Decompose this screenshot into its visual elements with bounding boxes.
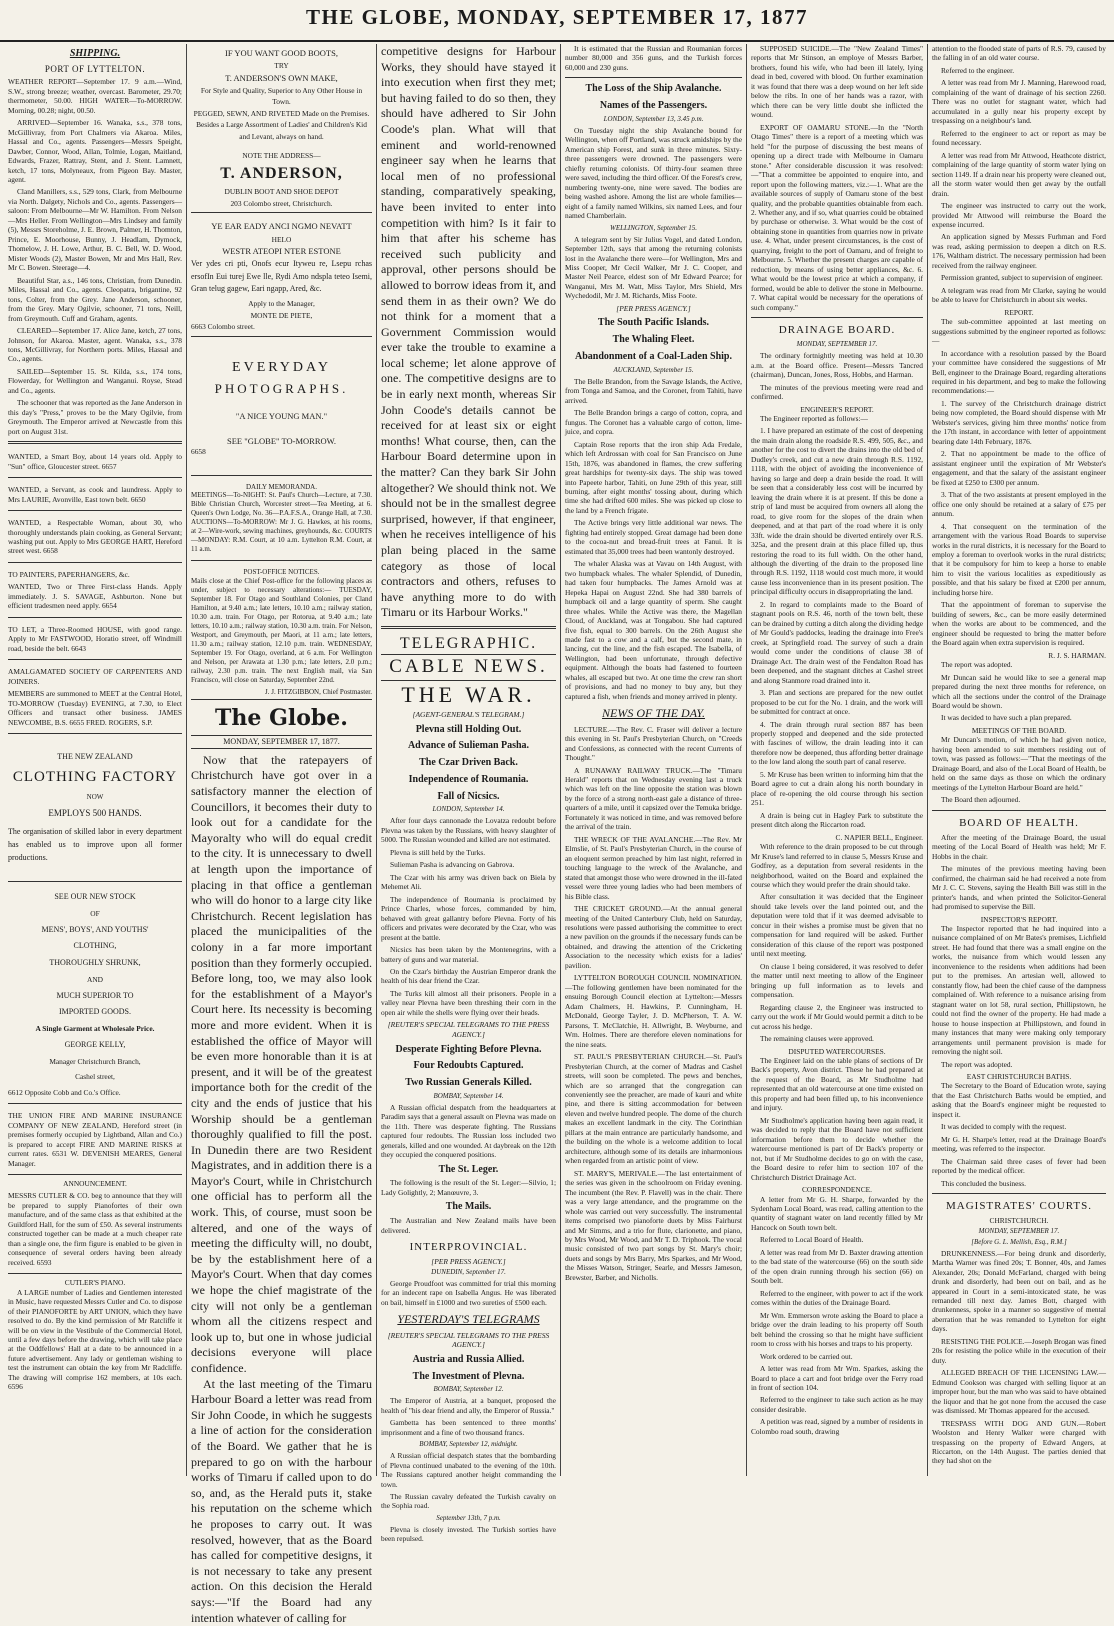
globe-nameplate: The Globe. [215, 705, 348, 732]
ad-new-stock: SEE OUR NEW STOCK OF MENS', BOYS', AND YOUTHS' CLOTHING, THOROUGHLY SHRUNK, AND MUCH SUPERIOR TO IMPORTED GOODS. A Single Garment at Wholesale Price. GEORGE KELLY, Manager Christchurch Branch, Cashel street, 6612 Opposite Cobb and Co.'s Office. [8, 886, 182, 1104]
port-heading: PORT OF LYTTELTON. [44, 63, 146, 74]
cable-news-heading: CABLE NEWS. [381, 654, 556, 680]
ad-painters: TO PAINTERS, PAPERHANGERS, &c. WANTED, Two or Three First-class Hands. Apply immediately. J. S. SAVAGE, Ashburton. None but efficient tradesmen need apply. 6654 [8, 567, 182, 618]
ad-union-insurance: THE UNION FIRE AND MARINE INSURANCE COMPANY OF NEW ZEALAND, Hereford street (in premises formerly occupied by Lightband, Allan and Co.) is prepared to accept FIRE AND MARINE RISKS at current rates. 6531 W. DEVENISH MEARES, General Manager. [8, 1108, 182, 1175]
war-heading: THE WAR. [401, 681, 536, 707]
ad-cutler: MESSRS CUTLER & CO. beg to announce that they will be prepared to supply Pianofortes of their own manufacture, and of the same class as that exhibited at the Guildford Hall, for the sum of £50. As several instruments constructed together can be made at a much cheaper rate than a single one, the firm figure is enabled to be given in consequence of several orders having been already received. 6593 [8, 1188, 182, 1274]
globe-date: MONDAY, SEPTEMBER 17, 1877. [191, 735, 372, 749]
cleared: CLEARED—September 17. Alice Jane, ketch, 27 tons, Johnson, for Akaroa. Master, agent. Wanaka, s.s., 378 tons, McGillivray, for Northern ports. Miles, Hassal and Co., agents. [8, 326, 182, 364]
telegraphic-heading: TELEGRAPHIC. [399, 634, 538, 652]
page-columns [4, 44, 1110, 1625]
shipping-heading: SHIPPING. [69, 48, 121, 59]
news-of-the-day-heading: NEWS OF THE DAY. [602, 706, 705, 721]
shipping-note: The schooner that was reported as the Jane Anderson in this day's "Press," proves to be the Mary Ogilvie, from Greymouth. The Emperor arrived at Newcastle from this port on August 31st. [8, 398, 182, 436]
masthead [0, 0, 1114, 42]
arrived: ARRIVED—September 16. Wanaka, s.s., 378 tons, McGillivray, from Port Chalmers via Akaroa. Miles, Hassal and Co., agents. Passengers—Messrs Speight, Dawber, Connor, Wood, Allan, Tolmie, Logan, Maitland, Edwards, Frazer, Rattray, Stent, and J. Stent. Lamnett, ketch, 17 tons, Molyneaux, from Pigeon Bay. Master, agent. [8, 118, 182, 184]
ad-piano: A LARGE number of Ladies and Gentlemen interested in Music, have requested Messrs Cutler and Co. to dispose of their PIANOFORTE by ART UNION, which they have resolved to do. By the kind permission of Mr Ratcliffe it will be on view in the Vestibule of the Commercial Hotel, until a few days before the drawing, which will take place at the Oddfellows' Hall at a date to be announced in a future advertisement. Any lady or gentleman wishing to test the instrument can obtain the key from Mr Radcliffe. The drawing will comprise 162 members, at 10s each. 6596 [8, 1287, 182, 1392]
ad-woman: WANTED, a Respectable Woman, about 30, who thoroughly understands plain cooking, as General Servant; washing put out. Apply to Mrs GEORGE HART, Hereford street west. 6658 [8, 515, 182, 563]
post-office-notices: POST-OFFICE NOTICES. Mails close at the Chief Post-office for the following places as under, subject to necessary alterations:— TUESDAY, September 18. For Otago and Southland Colonies, per Cland Hamilton, at 9.40 a.m.; late letters, 10.10 a.m.; railway station, 10.30 a.m. train. For Otago, per Rotorua, at 9.40 a.m.; late letters, 10.10 a.m.; railway station, 10.30 a.m. train. For Nelson, Westport, and Greymouth, per Maori, at 11 a.m.; late letters, 11.30 a.m.; railway station, 12.10 p.m. train. WEDNESDAY, September 19. For Otago, overland, at 6 a.m. For Wellington and Nelson, per Arawata at 1.30 p.m.; late letters, 2.0 p.m.; railway, 2.30 p.m. train. The next English mail, via San Francisco, will close on Saturday, September 22nd. J. J. FITZGIBBON, Chief Postmaster. [191, 565, 372, 700]
daily-memoranda: DAILY MEMORANDA. MEETINGS—To-NIGHT: St. Paul's Church—Lecture, at 7.30. Bible Christian Church, Worcester street—Tea Meeting, at 6. Queen's Own Lodge, No. 36—P.A.F.S.A., Orange Hall, at 7.30. AUCTIONS—To-MORROW: Mr J. G. Hawkes, at his rooms, at 2—Wire-work, sewing machines, greyhounds, &c. COURTS—MONDAY: R.M. Court, at 10 a.m. Lyttelton R.M. Court, at 11 a.m. [191, 480, 372, 562]
ad-boots: IF YOU WANT GOOD BOOTS, TRY T. ANDERSON'S OWN MAKE, For Style and Quality, Superior to Any Other House in Town. PEGGED, SEWN, AND RIVETED Made on the Premises. Besides a Large Assortment of Ladies' and Children's Kid and Levant, always on hand. NOTE THE ADDRESS— T. ANDERSON, DUBLIN BOOT AND SHOE DEPOT 203 Colombo street, Christchurch. [191, 44, 372, 213]
column-4: It is estimated that the Russian and Roumanian forces number 80,000 and 356 guns, and the Turkish forces 60,000 and 230 guns. The Loss of the Ship Avalanche. Names of the Passengers. LONDON, September 13, 3.45 p.m. On Tuesday night the ship Avalanche bound for Wellington, when off Portland, was struck amidships by the American ship Forest, and sunk in three minutes. Sixty-three passengers were drowned. The passengers were chiefly returning colonists. Of thirty-four seamen three were saved, including the third officer. Of the Forest's crew, numbering twenty-one, nine were saved. The bodies are being washed ashore. Among the list are whole families—eight of a family named Wilkins, six named Lees, and four named Chamberlain. WELLINGTON, September 15. A telegram sent by Sir Julius Vogel, and dated London, September 12th, says that among the returning colonists lost in the Avalanche there were—for Wellington, Mrs and Miss Cooper, Mr Cecil Walker, Mr J. C. Cooper, and Master Neil Pearce, eldest son of Mr Edward Pearce; for Wanganui, Mrs M. Watt, Miss Taylor, Mrs Shield, Mrs Wychedodil, Mr J. M. Richards, Miss Foote. [PER PRESS AGENCY.] The South Pacific Islands. The Whaling Fleet. Abandonment of a Coal-Laden Ship. AUCKLAND, September 15. The Belle Brandon, from the Savage Islands, the Active, from Tonga and Samoa, and the Coronet, from Tahiti, have arrived. The Belle Brandon brings a cargo of cotton, copra, and fungus. The Coronet has a valuable cargo of cotton, lime-juice, and copra. Captain Rose reports that the iron ship Ada Fredale, which left Ardrossan with coal for San Francisco on June 15th, 1876, was abandoned in flames, the crew suffering great hardships for twenty-six days. The ship was towed into Papeete harbor, Tahiti, on June 29th of this year, still burning, after eight months' tossing about, during which time she had drifted 600 miles. She was picked up close to the land by a French frigate. The Active brings very little additional war news. The fighting had entirely stopped. Great damage had been done to the cocoa-nut and bread-fruit trees at Fanui. It is estimated that 35,000 trees had been wantonly destroyed. The whaler Alaska was at Vavau on 14th August, with two humpback whales. The whaler Splendid, of Dunedin, had taken four humpbacks. The James Arnold was at Hepeka Hapai on August 22nd. She had 380 barrels of humpback oil and a large quantity of sperm. She caught three whales. While the Active was there, the Magellan Cloud, of Auckland, was at Tongabou. She had captured five fish, equal to 300 barrels. On the 26th August she made fast to a cow and a calf, but the second mate, in lancing, cut the line, and the fish escaped. The Isabella, of Wellington, had been unfortunate, through defective equipment. Although the boats had fastened to fourteen whales, all escaped but two. At one time the crew ran short of provisions, and had no money to buy any, but they captured a fish, when friends and money arrived in plenty. NEWS OF THE DAY. LECTURE.—The Rev. C. Fraser will deliver a lecture this evening in St. Paul's Presbyterian Church, on "Creeds and Confessions, as connected with the recent Currents of Thought." A RUNAWAY RAILWAY TRUCK.—The "Timaru Herald" reports that on Wednesday evening last a truck which was left on the line opposite the station was blown by the force of a strong north-east gale a distance of three-quarters of a mile, until it capsized over the Temuka bridge. Fortunately it was noticed in time, and was removed before the arrival of the train. THE WRECK OF THE AVALANCHE.—The Rev. Mr Elmslie, of St. Paul's Presbyterian Church, in the course of an eloquent sermon preached by him last night, referred in touching language to the wreck of the Avalanche, and stated that amongst those who were drowned in the ill-fated vessel were three young ladies who had been members of his Bible class. THE CRICKET GROUND.—At the annual general meeting of the United Canterbury Club, held on Saturday, resolutions were passed authorising the committee to erect a new pavilion on the grounds if the necessary funds can be obtained, and drawing the attention of the Cricketing Association to the necessity which exists for a ladies' pavilion. LYTTELTON BOROUGH COUNCIL NOMINATION.—The following gentlemen have been nominated for the ensuing Borough Council election at Lyttelton:—Messrs Adam Chalmers, H. Hawkins, P. Cunningham, H. McDonald, George Tayler, J. D. McPherson, T. A. W. Parsons, T. McClatchie, H. Allwright, B. Weyburne, and Wm. Holmes. There are therefore eleven nominations for the nine seats. ST. PAUL'S PRESBYTERIAN CHURCH.—St. Paul's Presbyterian Church, at the corner of Madras and Cashel streets, will soon be completed. The pews and benches, which are so arranged that the congregation can conveniently see the preacher, are made of kauri and white pine, and there is sitting accommodation for between eleven and twelve hundred people. The dome of the church makes an excellent landmark in the city. The Corinthian pillars at the main entrance are particularly handsome, and the building on the whole is a welcome addition to local architecture, although some of its details are inharmonious when regarded from an artistic point of view. ST. MARY'S, MERIVALE.—The last entertainment of the series was given in the schoolroom on Friday evening. The incumbent (the Rev. P. Flavell) was in the chair. There was a very large attendance, and the programme on the whole was carried out very successfully. The instrumental items comprised two pianoforte duets by Miss Fairhurst and Mr Simms, and a trio for flute, clarionette, and piano, by Mrs Wood, Mr Wood, and Mr T. D. Triphook. The vocal music consisted of two part songs by St. Mary's choir; duets and songs by Mrs Barry, Mrs Sparkes, and Mr Wood, the Misses Watson, Stringer, Searle, and Messrs Jameson, Brewster, Barber, and Nicholls. [561, 44, 747, 1476]
piano-heading: CUTLER'S PIANO. [64, 1278, 126, 1288]
sailed: SAILED—September 15. St. Kilda, s.s., 174 tons, Flowerday, for Wellington and Wanganui. Royse, Stead and Co., agents. [8, 366, 182, 395]
ad-clothing-factory: THE NEW ZEALAND CLOTHING FACTORY NOW EMPLOYS 500 HANDS. The organisation of skilled labor in every department has enabled us to improve upon all former productions. [8, 738, 182, 882]
ad-photographs: EVERYDAY PHOTOGRAPHS. "A NICE YOUNG MAN." SEE "GLOBE" TO-MORROW. 6658 [191, 341, 372, 476]
column-1 [4, 44, 187, 1476]
arrived-3: Beautiful Star, a.s., 146 tons, Christian, from Dunedin. Miles, Hassal and Co., agents. Cleopatra, brigantine, 92 tons, Colter, from the Grey. Jane Anderson, schooner, from the Grey. Mary Ogilvie, schooner, 71 tons, Neill, from Greymouth. Cuff and Graham, agents. [8, 275, 182, 323]
magistrates-courts-heading: MAGISTRATES' COURTS. [945, 1200, 1092, 1213]
column-5: SUPPOSED SUICIDE.—The "New Zealand Times" reports that Mr Stinson, an employe of Messrs Barber, brothers, found his wife, who had been ill lately, lying dead in bed, covered with blood. On further examination it was found that there was a deep wound on her left side below the ribs. In one of her hands was a razor, with which there can be very little doubt she inflicted the wound. EXPORT OF OAMARU STONE.—In the "North Otago Times" there is a report of a meeting which was held "for the purpose of discussing the best means of opening up a direct trade with Melbourne in Oamaru stone." After considerable discussion it was resolved:—"That a committee be appointed to enquire into, and report upon the following matters, viz.:—1. What are the available sources of supply of Oamaru stone of the best quality, and the probable quantities obtainable from each. 2. Whether any, and if so, what quarries could be obtained by purchase or otherwise. 3. What would be the cost of obtaining stone in quantities from quarries now in private use. 4. What, under present circumstances, is the cost of quarrying, freight to the port of Oamaru, and of freight to Melbourne. 5. Whether the present charges are capable of reduction, by means of using better appliances, &c. 6. What would be the lowest price at which a company, if formed, would be able to deliver the stone in Melbourne. 7. What capital would be necessary for the operations of such company." DRAINAGE BOARD. MONDAY, SEPTEMBER 17. The ordinary fortnightly meeting was held at 10.30 a.m. at the Board office. Present—Messrs Tancred (chairman), Duncan, Jones, Ross, Hobbs, and Harman. The minutes of the previous meeting were read and confirmed. ENGINEER'S REPORT. The Engineer reported as follows:— 1. I have prepared an estimate of the cost of deepening the main drain along the roadside R.S. 499, 505, &c., and another for the cost to divert the drains into the old bed of Dudley's creek, and cut a new drain through R.S. 1192, 1118, with the object of avoiding the inconvenience of having so large and deep a drain beside the road. It will be seen that a considerably less cost will be incurred by leaving the drain where it is at present. If this be done a strip of land must be acquired from owners all along the road, to give room for the slopes of the drain when deepened, and at that part of the road where it is only 33ft. wide the drain should be diverted entirely over R.S. 325a, and the present drain at this place filled up, thus restoring the road to its full width. On the other hand, although the diverting of the drain to the proposed line through R.S. 1192, 1118 would cost much more, it would cause less inconvenience than in its present position. The principal difficulty occurs in disappropriating the land. 2. In regard to complaints made to the Board of stagnant pools on R.S. 46, north of the town belt, these can be drained by cutting a ditch along the dividing hedge of Mr Gould's paddocks, leading the drainage into Free's creek, at Springfield road. The survey of such a drain would come under the conditions of clause 38 of Drainage Act. The drain west of the Fendalton Road has been deepened, and the stagnant ditches at Cashel street and along Stanmore road drained into it. 3. Plan and sections are prepared for the new outlet proposed to be cut for the No. 1 drain, and the work will be submitted for contract at once. 4. The drain through rural section 887 has been properly stopped and deepened and the side protected with fascines of willow, the drain leading into it can therefore now be deepened, thus affording better drainage to the low land along the south part of canal reserve. 5. Mr Kruse has been written to informing him that the Board agree to cut a drain along his north boundary in place of re-opening the old course through his section 251. A drain is being cut in Hagley Park to substitute the present ditch along the Riccarton road. C. NAPIER BELL, Engineer. With reference to the drain proposed to be cut through Mr Kruse's land referred to in clause 5, Messrs Kruse and Godfrey, as a deputation from several residents in the neighborhood, waited on the Board and explained the course which they would prefer the drain should take. After consultation it was decided that the Engineer should take levels over the land pointed out, and the deputation were told that if it was deemed advisable to concur in their wishes a promise must be given that no compensation for land required will be asked. Further consideration of this clause of the report was postponed until next meeting. On clause 1 being considered, it was resolved to defer the matter until next meeting to allow of the Engineer bringing up full information as to levels and compensation. Regarding clause 2, the Engineer was instructed to carry out the work if Mr Gould would permit a ditch to be cut across his hedge. The remaining clauses were approved. DISPUTED WATERCOURSES. The Engineer laid on the table plans of sections of Dr Back's property, Avon district. These he had prepared at the request of the Board, as Mr Studholme had represented that an old watercourse at one time existed on this property and had been filled up, to his inconvenience and injury. Mr Studholme's application having been again read, it was decided to reply that the Board have not sufficient information before them to decide whether the watercourse mentioned is part of Dr Back's property or not, but if Mr Studholme decides to go on with the case, the Board desire to refer him to section 107 of the Christchurch District Drainage Act. CORRESPONDENCE. A letter from Mr G. H. Sharpe, forwarded by the Sydenham Local Board, was read, calling attention to the quantity of stagnant water on land recently filled by Mr Hancock on South town belt. Referred to Local Board of Health. A letter was read from Mr D. Baxter drawing attention to the bad state of the watercourse (66) on the south side of the open drain running through his section (66) on South belt. Referred to the engineer, with power to act if the work comes within the duties of the Drainage Board. Mr Wm. Emmerson wrote asking the Board to place a bridge over the drain leading to his property off South belt behind the crossing so that he might have sufficient room to cross with his horses and traps to his property. Work ordered to be carried out. A letter was read from Mr Wm. Sparkes, asking the Board to place a cart and foot bridge over the Ferry road in front of section 104. Referred to the engineer to take such action as he may consider desirable. A petition was read, signed by a number of residents in Colombo road south, drawing [747, 44, 928, 1476]
weather-report: WEATHER REPORT—September 17. 9 a.m.—Wind, S.W., strong breeze; weather, overcast. Barometer, 29.70; thermometer, 50.00. HIGH WATER—To-MORROW. Morning, 00.28; night, 00.50. [8, 77, 182, 115]
ad-carpenters: AMALGAMATED SOCIETY OF CARPENTERS AND JOINERS. MEMBERS are summoned to MEET at the Central Hotel, TO-MORROW (Tuesday) EVENING, at 7.30, to Elect Officers and transact other business. JAMES NEWCOMBE, B.S. 6655 FRED. ROGERS, S.P. [8, 664, 182, 734]
editorial-continued: competitive designs for Harbour Works, they should have stayed it into execution when first they met; but having failed to do so then, they should have adhered to Sir John Coode's plan. What will that eminent and world-renowned engineer say when he learns that local men of no professional standing, comparatively speaking, have been invited to enter into competition with him? Is it fair to him that after his scheme has received such publicity and approval, other persons should be allowed to borrow ideas from it, and send them in as their own? We do not think for a moment that a Government Commission would ever take the trouble to examine a local scheme; let alone approve of one. The competitive designs are to be in early next month, whereas Sir John Coode's details cannot be received for at least six or eight months! What course, then, can the Harbour Board determine upon in the matter? Can they bark Sir John altogether? We should think not. We should not be in the smallest degree surprised, however, if that engineer, when he receives intelligence of his plan being placed in the same category as those of local contractors and others, refuses to have anything more to do with Timaru or its Harbour Works." [381, 44, 556, 620]
ad-monte-de-piete: YE EAR EADY ANCI NGMO NEVATT HELO WESTR ATEOPI NTER ESTONE Ver ydes cri pti, Onofs ecur Ityweu re, Lsepu rchas ersofIn Eui turej Ewe lle, Rydi Amo ndsplа teteo Isemi, Gran telug gagew, Eari ngapp, Ared, &c. Apply to the Manager, MONTE DE PIETE, 6663 Colombo street. [191, 217, 372, 336]
ad-house: TO LET, a Three-Roomed HOUSE, with good range. Apply to Mr FASTWOOD, Horatio street, off Windmill road, beside the belt. 6643 [8, 622, 182, 660]
drainage-board-heading: DRAINAGE BOARD. [778, 324, 896, 337]
editorial: Now that the ratepayers of Christchurch have got over in a satisfactory manner the election of Councillors, it becomes their duty to look out for a candidate for the Mayoralty who will do equal credit to the city. It is unnecessary to dwell at length upon the importance of placing in that office a gentleman who will do honor to a large city like Christchurch. Recent legislation has placed the municipalities of the colony in a far more important position than they formerly occupied. Before long, too, we may also look for the establishment of a Mayor's Court here. Its necessity is becoming more and more evident. When it is established the office of Mayor will be even more honorable than it is at present, and it will be of the greatest importance both for the credit of the city and the ends of justice that his Worship should be a gentleman thoroughly qualified to fill the post. In Dunedin there are two Resident Magistrates, and in addition there is a Mayor's Court, while in Christchurch one official has to perform all the work. This, of course, must soon be altered, and one of the ways of meeting the difficulty will, no doubt, be by the establishment here of a Mayor's Court. When that day comes we hope the chief magistrate of the city will not only be a gentleman whom all the citizens respect and look up to, but one in whose judicial decisions everyone will place confidence. At the last meeting of the Timaru Harbour Board a letter was read from Sir John Coode, in which he suggests a line of action for the consideration of the Board. We gather that he is prepared to go on with the harbour works of Timaru if called upon to do so, and, as the Herald puts it, stake his reputation on the scheme which he proposes to carry out. It was resolved, however, that as the Board has called for competitive designs, it is not necessary to take any present action. On this decision the Herald says:—"If the Board had any intention whatever of calling for [191, 752, 372, 1625]
announcement-heading: ANNOUNCEMENT. [63, 1178, 127, 1188]
board-of-health-heading: BOARD OF HEALTH. [959, 816, 1079, 829]
ad-servant: WANTED, a Servant, as cook and laundress. Apply to Mrs LAURIE, Avonville, East town belt. 6650 [8, 482, 182, 511]
column-2 [187, 44, 377, 1625]
column-6: attention to the flooded state of parts of R.S. 79, caused by the falling in of an old water course. Referred to the engineer. A letter was read from Mr J. Manning, Harewood road, complaining of the want of drainage of his section 2260. There was no outlet for stagnant water, which had accumulated in a gully near his property except by trespassing on a neighbour's land. Referred to the engineer to act or report as may be found necessary. A letter was read from Mr Attwood, Heathcote district, complaining of the large quantity of storm water lying on section 1149. If a drain near his property were cleaned out, all the storm water would then get away by the outfall drain. The engineer was instructed to carry out the work, provided Mr Attwood will reimburse the Board the expense incurred. An application signed by Messrs Furhman and Ford was read, asking permission to deepen a ditch on R.S. 176, Waltham district. The necessary permission had been received from the railway engineer. Permission granted, subject to supervision of engineer. A telegram was read from Mr Clarke, saying he would be able to leave for Christchurch in about six weeks. REPORT. The sub-committee appointed at last meeting on suggestions submitted by the engineer reported as follows:— In accordance with a resolution passed by the Board your committee have considered the suggestions of Mr Bell, engineer to the Drainage Board, regarding alterations required in his department, and beg to make the following recommendations:— 1. The survey of the Christchurch drainage district being now completed, the Board should dispense with Mr Webster's services, giving him three months' notice from the 17th instant, in accordance with letter of appointment bearing date 14th February, 1876. 2. That no appointment be made to the office of assistant engineer until the expiration of Mr Webster's engagement, and that the salary of the assistant engineer be fixed at £250 to £300 per annum. 3. That of the two assistants at present employed in the office one only should be retained at a salary of £75 per annum. 4. That consequent on the termination of the arrangement with the various Road Boards to supervise works in the rural districts, it is necessary for the Board to employ a foreman to overlook works in the rural districts; that it be compulsory for him to keep a horse to enable him to visit the various localities as expeditiously as possible, and that his salary be fixed at £200 per annum, including horse hire. That the appointment of foreman to supervise the building of sewers, &c., can be more easily determined when the works are about to be commenced, and the engineer should be requested to bring the matter before the Board again when extra supervision is required. R. J. S. HARMAN. The report was adopted. Mr Duncan said he would like to see a general map prepared during the next three months for reference, on which all the sections under the control of the Drainage Board would be shown. It was decided to have such a plan prepared. MEETINGS OF THE BOARD. Mr Duncan's motion, of which he had given notice, having been amended to suit members residing out of town, was passed as follows:—"That the meetings of the Drainage Board, and also of the Local Board of Health, be held on the same days as those on which the ordinary meetings of the Lyttelton Harbour Board are held." The Board then adjourned. BOARD OF HEALTH. After the meeting of the Drainage Board, the usual meeting of the Local Board of Health was held; Mr F. Hobbs in the chair. The minutes of the previous meeting having been confirmed, the chairman said he had received a note from Mr J. C. C. Stevens, saying the Health Bill was still in the printer's hands, and when printed the Solicitor-General had promised to supervise the Bill. INSPECTOR'S REPORT. The Inspector reported that he had inquired into a nuisance complained of on Mr Bates's premises, Lichfield street. He had found that there was a small engine on the works, the nuisance from which would lessen any inconvenience to the residents when additions had been put to the premises. An artesian well, allowed to constantly flow, had been the chief cause of the dampness complained of. With reference to a nuisance arising from stagnant water on lot 58, rural section, Phillipstown, he could not find the owner of the property. He had made a house to house inspection at Phillipstown, and found in many instances that many were making only temporary arrangements until permanent provision is made for removing the night soil. The report was adopted. EAST CHRISTCHURCH BATHS. The Secretary to the Board of Education wrote, saying that the East Christchurch Baths would be emptied, and asking that the Board's engineer might be requested to inspect it. It was decided to comply with the request. Mr G. H. Sharpe's letter, read at the Drainage Board's meeting, was referred to the inspector. The Chairman said three cases of fever had been reported by the medical officer. This concluded the business. MAGISTRATES' COURTS. CHRISTCHURCH. MONDAY, SEPTEMBER 17. [Before G. L. Mellish, Esq., R.M.] DRUNKENNESS.—For being drunk and disorderly, Martha Warner was fined 20s; T. Bonner, 40s, and James Alexander, 20s; Donald McFarland, charged with being drunk and disorderly, had been out on bail, and as he appeared in Court in a semi-intoxicated state, he was remanded till next day. James Bott, charged with drunkenness, spoke in a manner so suggestive of mental aberration that he was remanded to Lyttelton for eight days. RESISTING THE POLICE.—Joseph Brogan was fined 20s for resisting the police while in the execution of their duty. ALLEGED BREACH OF THE LICENSING LAW.—Edmund Cookson was charged with selling liquor at an improper hour, but the man who was said to have obtained the liquor and that he got none from the accused the case was dismissed. Mr Thomas appeared for the accused. TRESPASS WITH DOG AND GUN.—Robert Woolston and Henry Walker were charged with trespassing on the property of Edward Angers, at Riccarton, on the 14th August. The parties denied that they had shot on the [932, 44, 1106, 1466]
column-3: competitive designs for Harbour Works, they should have stayed it into execution when first they met; but having failed to do so then, they should have adhered to Sir John Coode's plan. What will that eminent and world-renowned engineer say when he learns that local men of no professional standing, comparatively speaking, have been invited to enter into competition with him? Is it fair to him that after his scheme has received such publicity and approval, other persons should be allowed to borrow ideas from it, and send them in as their own? We do not think for a moment that a Government Commission would ever take the trouble to examine a local scheme; let alone approve of one. The competitive designs are to be in early next month, whereas Sir John Coode's details cannot be received for at least six or eight months! What course, then, can the Harbour Board determine upon in the matter? Can they bark Sir John altogether? We should think not. We should not be in the smallest degree surprised, however, if that engineer, when he receives intelligence of his plan being placed in the same category as those of local contractors and others, refuses to have anything more to do with Timaru or its Harbour Works." TELEGRAPHIC. CABLE NEWS. THE WAR. [AGENT-GENERAL'S TELEGRAM.] Plevna still Holding Out. Advance of Sulieman Pasha. The Czar Driven Back. Independence of Roumania. Fall of Nicsics. LONDON, September 14. After four days cannonade the Lovatza redoubt before Plevna was taken by the Russians, with heavy slaughter of 5000. The Russian wounded and killed are not estimated. Plevna is still held by the Turks. Sulieman Pasha is advancing on Gabrova. The Czar with his army was driven back on Biela by Mehemet Ali. The independence of Roumania is proclaimed by Prince Charles, whose forces, commanded by him, behaved with great gallantry before Plevna. Forty of his officers and privates were decorated by the Czar, who was present at the battle. Nicsics has been taken by the Montenegrins, with a battery of guns and war material. On the Czar's birthday the Austrian Emperor drank the health of his dear friend the Czar. The Turks kill almost all their prisoners. People in a valley near Plevna have been threshing their corn in the open air while the shells were flying over their heads. [REUTER'S SPECIAL TELEGRAMS TO THE PRESS AGENCY.] Desperate Fighting Before Plevna. Four Redoubts Captured. Two Russian Generals Killed. BOMBAY, September 14. A Russian official despatch from the headquarters at Paradim says that a general assault on Plevna was made on the 11th. There was desperate fighting. The Russians captured four redoubts. The Russian loss included two generals, killed and one wounded. At daybreak on the 12th they occupied the conquered positions. The St. Leger. The following is the result of the St. Leger:—Silvio, 1; Lady Golightly, 2; Manœuvre, 3. The Mails. The Australian and New Zealand mails have been delivered. INTERPROVINCIAL. [PER PRESS AGENCY.] DUNEDIN, September 17. George Proudfoot was committed for trial this morning for an indecent rape on Isabella Angus. He was liberated on bail, himself in £1000 and two sureties of £500 each. YESTERDAY'S TELEGRAMS [REUTER'S SPECIAL TELEGRAMS TO THE PRESS AGENCY.] Austria and Russia Allied. The Investment of Plevna. BOMBAY, September 12. The Emperor of Austria, at a banquet, proposed the health of "his dear friend and ally, the Emperor of Russia." Gambetta has been sentenced to three months' imprisonment and a fine of two thousand francs. BOMBAY, September 12, midnight. A Russian official despatch states that the bombarding of Plevna continued unabated to the evening of the 10th. The Russians captured another height commanding the town. The Russian cavalry defeated the Turkish cavalry on the Sophia road. September 13th, 7 p.m. Plevna is closely invested. The Turkish sorties have been repulsed. [377, 44, 561, 1476]
ad-boy: WANTED, a Smart Boy, about 14 years old. Apply to "Sun" office, Gloucester street. 6657 [8, 449, 182, 478]
arrived-2: Cland Manillers, s.s., 529 tons, Clark, from Melbourne via North. Dalgety, Nichols and Co., agents. Passengers—saloon: From Melbourne—Mr W. Hamilton. From Nelson—Mrs Heller. From Wellington—Mrs Lindsey and family (5), Messrs Storeholme, J. E. Brown, Palmer, H. Thomton, Prince, E. Moorhouse, Bunny, J. Headlam, Dymock, Thomelow, J. H. Lowe, Arthur, B. C. Bell, W. D. Wood, Mister Woods (2), Master Bowen, Mr and Mrs Hall, Rev. Mr C. Bowen. Steerage—4. [8, 187, 182, 273]
newspaper-title: THE GLOBE, MONDAY, SEPTEMBER 17, 1877 [305, 5, 809, 29]
